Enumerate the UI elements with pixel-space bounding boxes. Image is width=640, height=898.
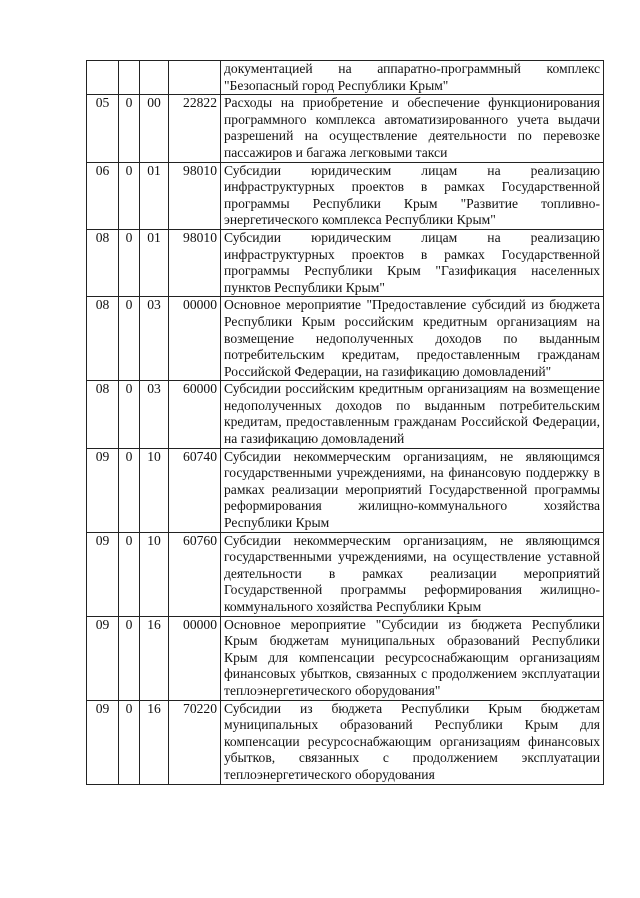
row-description: Субсидии юридическим лицам на реализацию инфраструктурных проектов в рамках Государственной программы Республики Крым "Развитие топливно-энергетического комплекса Республики Крым": [221, 162, 604, 229]
subprogram-code: 0: [119, 616, 140, 700]
program-code: [87, 61, 119, 95]
subprogram-code: 0: [119, 700, 140, 784]
row-description: Основное мероприятие "Предоставление субсидий из бюджета Республики Крым российским кредитным организациям на возмещение недополученных доходов по выданным потребительским кредитам, предоставленным гражданам Российской Федерации, на газификацию домовладений": [221, 297, 604, 381]
program-code: 09: [87, 616, 119, 700]
program-code: 09: [87, 700, 119, 784]
subprogram-code: 0: [119, 381, 140, 448]
row-description: Субсидии юридическим лицам на реализацию инфраструктурных проектов в рамках Государственной программы Республики Крым "Газификация населенных пунктов Республики Крым": [221, 229, 604, 296]
table-body: [87, 61, 604, 785]
row-description: Основное мероприятие "Субсидии из бюджета Республики Крым бюджетам муниципальных образований Республики Крым для компенсации ресурсоснабжающим организациям финансовых убытков, связанных с продолжением эксплуатации теплоэнергетического оборудования": [221, 616, 604, 700]
table-row: [87, 61, 604, 95]
subprogram-code: 0: [119, 229, 140, 296]
activity-code: 16: [140, 616, 169, 700]
activity-code: 10: [140, 448, 169, 532]
subprogram-code: 0: [119, 162, 140, 229]
direction-code: 60740: [169, 448, 221, 532]
program-code: 08: [87, 381, 119, 448]
activity-code: 10: [140, 532, 169, 616]
program-code: 08: [87, 297, 119, 381]
program-code: 05: [87, 95, 119, 162]
direction-code: [169, 61, 221, 95]
activity-code: 00: [140, 95, 169, 162]
table-row: [87, 95, 604, 162]
table-row: [87, 532, 604, 616]
table-row: [87, 448, 604, 532]
table-row: [87, 700, 604, 784]
activity-code: 03: [140, 381, 169, 448]
table-row: [87, 162, 604, 229]
activity-code: 16: [140, 700, 169, 784]
direction-code: 70220: [169, 700, 221, 784]
row-description: Субсидии некоммерческим организациям, не являющимся государственными учреждениями, на осуществление уставной деятельности в рамках реализации мероприятий Государственной программы реформирования жилищно-коммунального хозяйства Республики Крым: [221, 532, 604, 616]
activity-code: 01: [140, 229, 169, 296]
row-description: Субсидии из бюджета Республики Крым бюджетам муниципальных образований Республики Крым для компенсации ресурсоснабжающим организациям финансовых убытков, связанных с продолжением эксплуатации теплоэнергетического оборудования: [221, 700, 604, 784]
table-row: [87, 381, 604, 448]
subprogram-code: 0: [119, 448, 140, 532]
direction-code: 22822: [169, 95, 221, 162]
activity-code: 03: [140, 297, 169, 381]
subprogram-code: [119, 61, 140, 95]
program-code: 09: [87, 532, 119, 616]
direction-code: 60000: [169, 381, 221, 448]
activity-code: 01: [140, 162, 169, 229]
row-description: Субсидии некоммерческим организациям, не являющимся государственными учреждениями, на финансовую поддержку в рамках реализации мероприятий Государственной программы реформирования жилищно-коммунального хозяйства Республики Крым: [221, 448, 604, 532]
subprogram-code: 0: [119, 297, 140, 381]
budget-codes-table: [86, 60, 604, 785]
program-code: 08: [87, 229, 119, 296]
row-description: Субсидии российским кредитным организациям на возмещение недополученных доходов по выданным потребительским кредитам, предоставленным гражданам Российской Федерации, на газификацию домовладений: [221, 381, 604, 448]
row-description: Расходы на приобретение и обеспечение функционирования программного комплекса автоматизированного учета выдачи разрешений на осуществление деятельности по перевозке пассажиров и багажа легковыми такси: [221, 95, 604, 162]
program-code: 06: [87, 162, 119, 229]
direction-code: 98010: [169, 162, 221, 229]
table-row: [87, 229, 604, 296]
direction-code: 60760: [169, 532, 221, 616]
row-description: документацией на аппаратно-программный комплекс "Безопасный город Республики Крым": [221, 61, 604, 95]
activity-code: [140, 61, 169, 95]
table-row: [87, 297, 604, 381]
direction-code: 00000: [169, 616, 221, 700]
subprogram-code: 0: [119, 95, 140, 162]
direction-code: 98010: [169, 229, 221, 296]
program-code: 09: [87, 448, 119, 532]
subprogram-code: 0: [119, 532, 140, 616]
table-row: [87, 616, 604, 700]
direction-code: 00000: [169, 297, 221, 381]
